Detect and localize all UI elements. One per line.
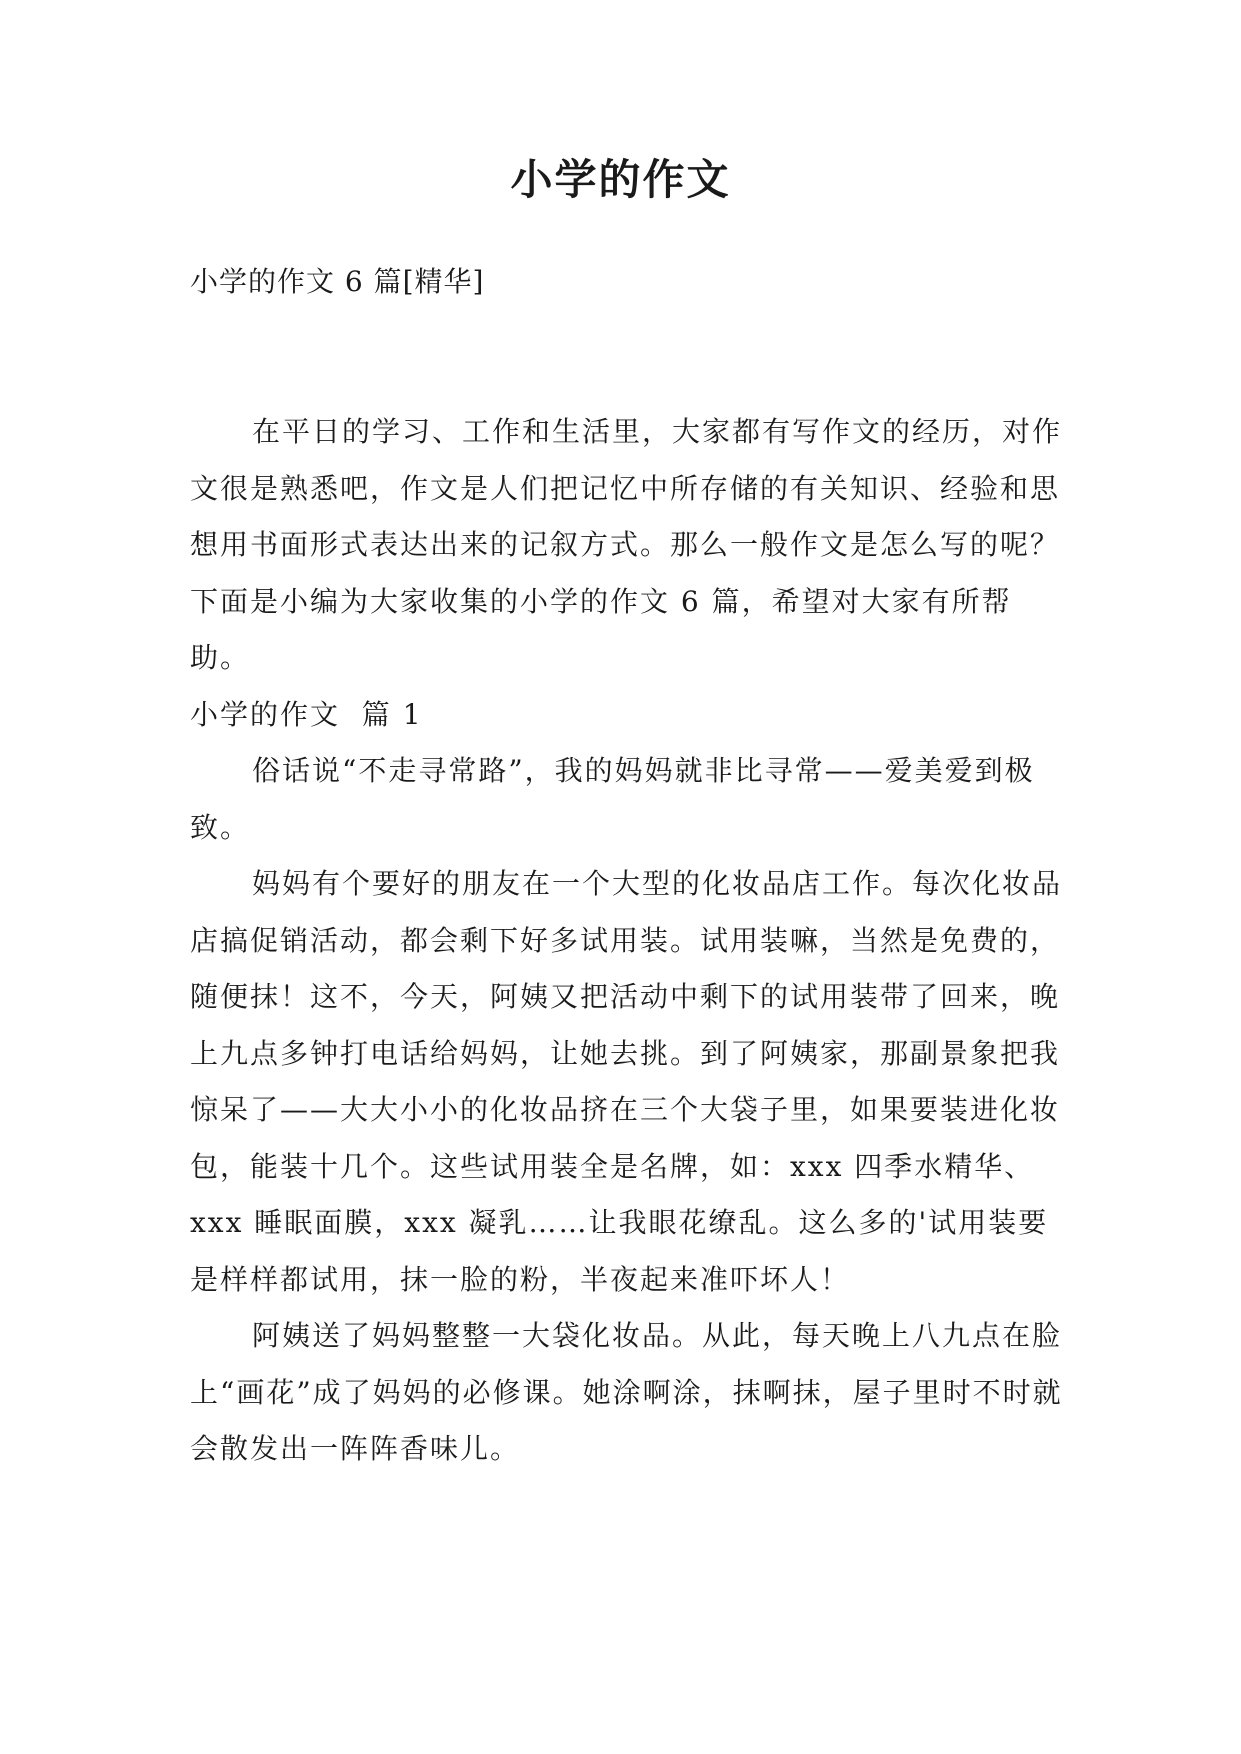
document-body: [190, 404, 1070, 1478]
document-title: 小学的作文: [510, 155, 731, 204]
body-paragraph: 俗话说“不走寻常路”，我的妈妈就非比寻常——爱美爱到极致。: [190, 754, 1035, 844]
section-heading: 小学的作文 篇 1: [190, 697, 423, 731]
intro-paragraph: 在平日的学习、工作和生活里，大家都有写作文的经历，对作文很是熟悉吧，作文是人们把记忆中所存储的有关知识、经验和思想用书面形式表达出来的记叙方式。那么一般作文是怎么写的呢？下面是小编为大家收集的小学的作文 6 篇，希望对大家有所帮助。: [190, 415, 1063, 674]
body-paragraph: 妈妈有个要好的朋友在一个大型的化妆品店工作。每次化妆品店搞促销活动，都会剩下好多试用装。试用装嘛，当然是免费的，随便抹！这不，今天，阿姨又把活动中剩下的试用装带了回来，晚上九点多钟打电话给妈妈，让她去挑。到了阿姨家，那副景象把我惊呆了——大大小小的化妆品挤在三个大袋子里，如果要装进化妆包，能装十几个。这些试用装全是名牌，如：xxx 四季水精华、xxx 睡眠面膜，xxx 凝乳……让我眼花缭乱。这么多的'试用装要是样样都试用，抹一脸的粉，半夜起来准吓坏人！: [190, 867, 1063, 1296]
document-subtitle: 小学的作文 6 篇[精华]: [190, 265, 485, 298]
body-paragraph: 阿姨送了妈妈整整一大袋化妆品。从此，每天晚上八九点在脸上“画花”成了妈妈的必修课。她涂啊涂，抹啊抹，屋子里时不时就会散发出一阵阵香味儿。: [190, 1319, 1063, 1465]
